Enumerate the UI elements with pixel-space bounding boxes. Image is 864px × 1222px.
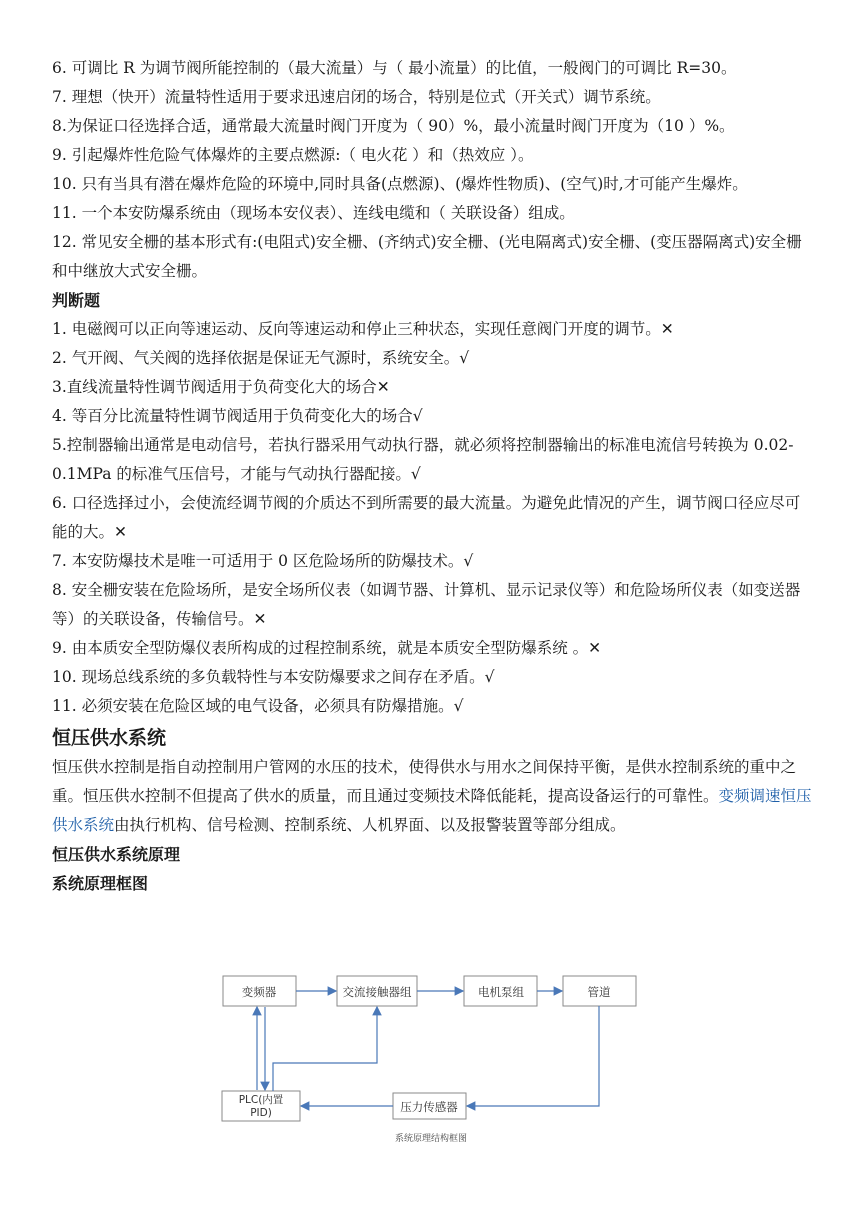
pressure-sensor-label: 压力传感器	[400, 1100, 458, 1114]
judgment-item: 4. 等百分比流量特性调节阀适用于负荷变化大的场合√	[52, 407, 423, 425]
plc-label-line1: PLC(内置	[238, 1094, 284, 1106]
fill-blank-item: 6. 可调比 R 为调节阀所能控制的（最大流量）与（ 最小流量）的比值，一般阀门的可调比 R=30。	[52, 59, 737, 77]
judgment-item: 1. 电磁阀可以正向等速运动、反向等速运动和停止三种状态，实现任意阀门开度的调节。✕	[52, 320, 674, 338]
diagram-svg	[205, 965, 665, 1155]
intro-link[interactable]: 变频调速恒压供水系统	[52, 787, 812, 834]
diagram-caption: 系统原理结构框图	[394, 1134, 468, 1144]
fill-blank-item: 11. 一个本安防爆系统由（现场本安仪表）、连线电缆和（ 关联设备）组成。	[52, 204, 575, 222]
fill-blank-item: 8.为保证口径选择合适，通常最大流量时阀门开度为（ 90）%，最小流量时阀门开度为（10 ）%。	[52, 117, 735, 135]
fill-blank-item: 7. 理想（快开）流量特性适用于要求迅速启闭的场合，特别是位式（开关式）调节系统。	[52, 88, 661, 106]
principle-heading: 恒压供水系统原理	[52, 845, 181, 864]
judgment-item: 7. 本安防爆技术是唯一可适用于 0 区危险场所的防爆技术。√	[52, 552, 474, 570]
line-plc-contactor	[273, 1007, 377, 1091]
contactor-label: 交流接触器组	[342, 985, 412, 999]
intro-text-tail: 由执行机构、信号检测、控制系统、人机界面、以及报警装置等部分组成。	[114, 816, 626, 834]
plc-label-line2: PID)	[250, 1107, 272, 1119]
fill-blank-item: 12. 常见安全栅的基本形式有:(电阻式)安全栅、(齐纳式)安全栅、(光电隔离式)安全栅、(变压器隔离式)安全栅和中继放大式安全栅。	[52, 233, 802, 280]
judgment-item: 3.直线流量特性调节阀适用于负荷变化大的场合✕	[52, 378, 390, 396]
line-pipeline-sensor	[467, 1006, 599, 1106]
diagram-heading: 系统原理框图	[52, 874, 149, 893]
judgment-item: 2. 气开阀、气关阀的选择依据是保证无气源时，系统安全。√	[52, 349, 470, 367]
judgment-item: 8. 安全栅安装在危险场所，是安全场所仪表（如调节器、计算机、显示记录仪等）和危险场所仪表（如变送器等）的关联设备，传输信号。✕	[52, 581, 801, 628]
system-block-diagram	[205, 965, 665, 1155]
intro-text: 恒压供水控制是指自动控制用户管网的水压的技术，使得供水与用水之间保持平衡，是供水控制系统的重中之重。恒压供水控制不但提高了供水的质量，而且通过变频技术降低能耗，提高设备运行的可靠性。	[52, 758, 797, 805]
document-page	[52, 54, 814, 898]
pump-label: 电机泵组	[478, 985, 524, 999]
fill-blank-item: 9. 引起爆炸性危险气体爆炸的主要点燃源:（ 电火花 ）和（热效应 ）。	[52, 146, 534, 164]
judgment-item: 10. 现场总线系统的多负载特性与本安防爆要求之间存在矛盾。√	[52, 668, 495, 686]
judgment-item: 11. 必须安装在危险区域的电气设备，必须具有防爆措施。√	[52, 697, 464, 715]
judgment-item: 5.控制器输出通常是电动信号，若执行器采用气动执行器，就必须将控制器输出的标准电流信号转换为 0.02-0.1MPa 的标准气压信号，才能与气动执行器配接。√	[52, 436, 794, 483]
pipeline-label: 管道	[587, 985, 611, 999]
judgment-heading: 判断题	[52, 291, 101, 310]
judgment-item: 6. 口径选择过小，会使流经调节阀的介质达不到所需要的最大流量。为避免此情况的产生，调节阀口径应尽可能的大。✕	[52, 494, 801, 541]
fill-blank-item: 10. 只有当具有潜在爆炸危险的环境中,同时具备(点燃源)、(爆炸性物质)、(空气)时,才可能产生爆炸。	[52, 175, 748, 193]
section-title: 恒压供水系统	[52, 727, 167, 749]
intro-paragraph	[52, 753, 814, 840]
judgment-item: 9. 由本质安全型防爆仪表所构成的过程控制系统，就是本质安全型防爆系统 。✕	[52, 639, 602, 657]
inverter-label: 变频器	[241, 985, 277, 999]
